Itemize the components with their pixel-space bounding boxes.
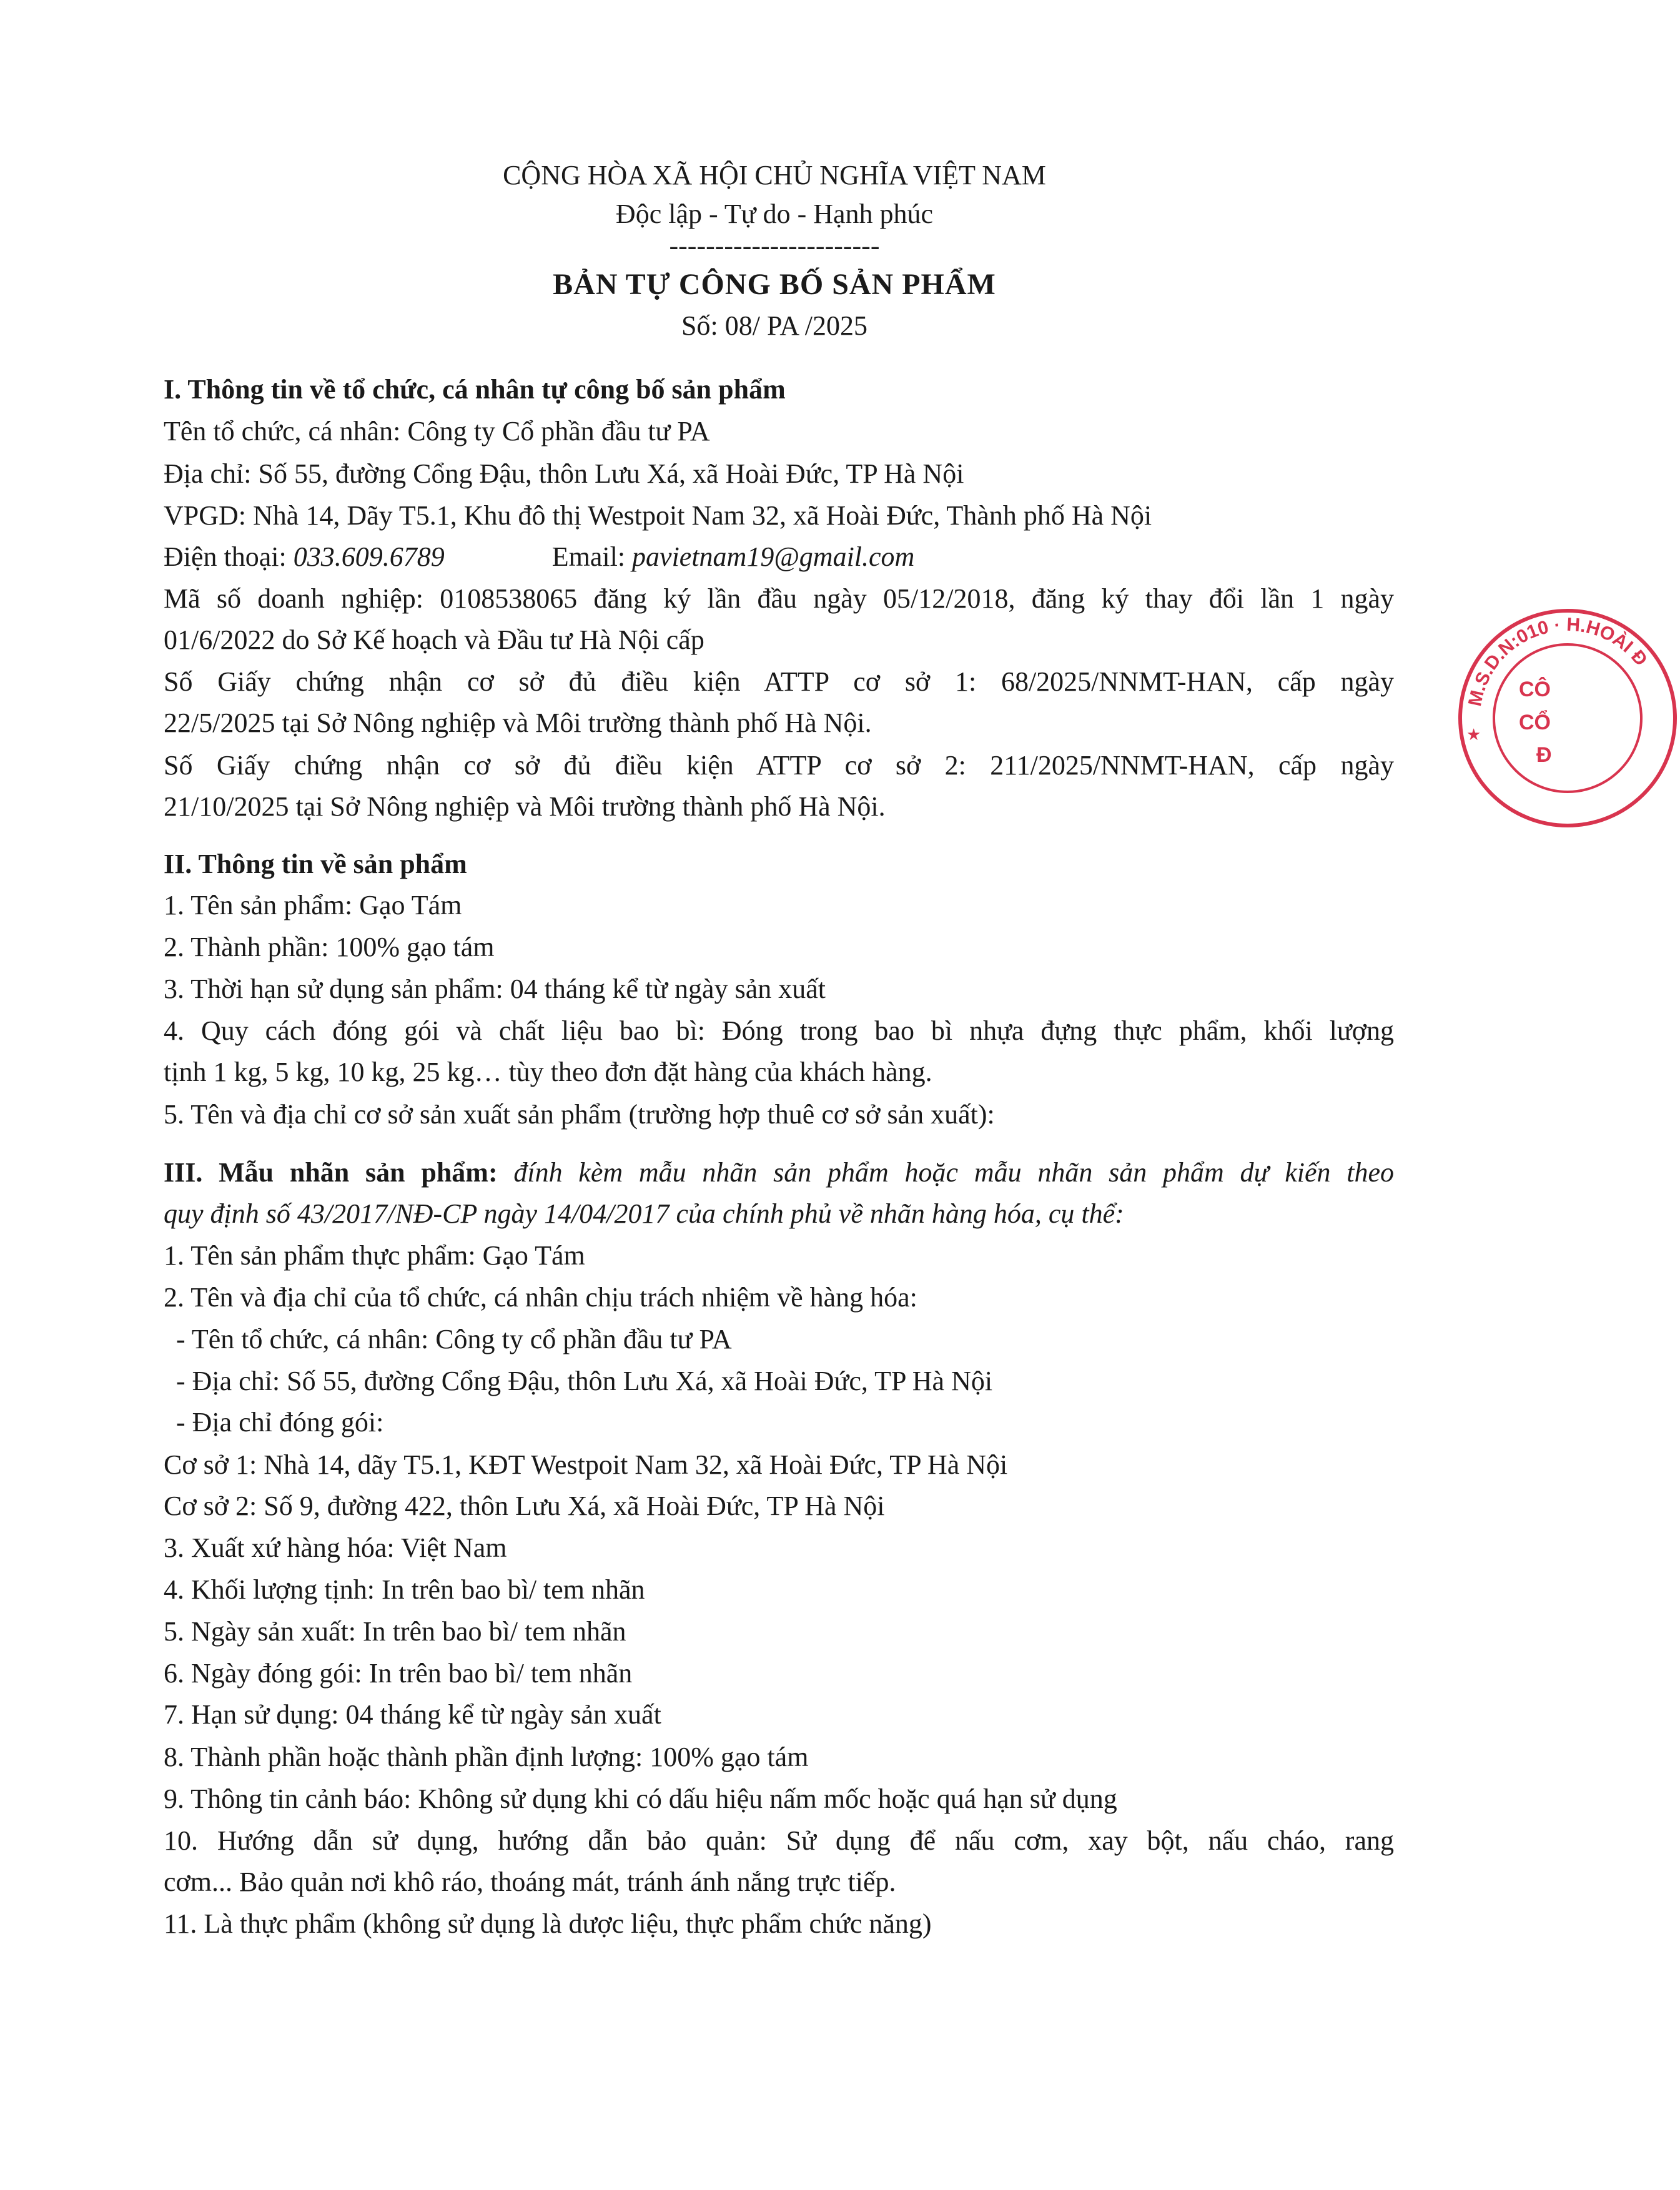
org-address: Địa chỉ: Số 55, đường Cổng Đậu, thôn Lưu Xá, xã Hoài Đức, TP Hà Nội [164, 458, 964, 489]
label-production-date: 5. Ngày sản xuất: In trên bao bì/ tem nhãn [164, 1616, 626, 1647]
label-food-type: 11. Là thực phẩm (không sử dụng là dược liệu, thực phẩm chức năng) [164, 1908, 932, 1939]
packing-site1: Cơ sở 1: Nhà 14, dãy T5.1, KĐT Westpoit Nam 32, xã Hoài Đức, TP Hà Nội [164, 1449, 1008, 1480]
product-shelf-life: 3. Thời hạn sử dụng sản phẩm: 04 tháng kể từ ngày sản xuất [164, 974, 826, 1004]
office-address: VPGD: Nhà 14, Dãy T5.1, Khu đô thị Westpoit Nam 32, xã Hoài Đức, Thành phố Hà Nội [164, 500, 1152, 531]
section1-heading: I. Thông tin về tổ chức, cá nhân tự công bố sản phẩm [164, 374, 786, 405]
section3-note-line2: quy định số 43/2017/NĐ-CP ngày 14/04/2017 của chính phủ về nhãn hàng hóa, cụ thể: [164, 1198, 1124, 1229]
cert2-line1: Số Giấy chứng nhận cơ sở đủ điều kiện ATTP cơ sở 2: 211/2025/NNMT-HAN, cấp ngày [164, 750, 1394, 781]
section3-heading-line1 [164, 1157, 1394, 1188]
packing-site2: Cơ sở 2: Số 9, đường 422, thôn Lưu Xá, xã Hoài Đức, TP Hà Nội [164, 1491, 885, 1521]
manufacturer-info: 5. Tên và địa chỉ cơ sở sản xuất sản phẩm (trường hợp thuê cơ sở sản xuất): [164, 1099, 995, 1130]
header-divider: ----------------------- [669, 230, 880, 261]
tax-code-line2: 01/6/2022 do Sở Kế hoạch và Đầu tư Hà Nội cấp [164, 624, 704, 655]
section2-heading: II. Thông tin về sản phẩm [164, 849, 467, 879]
label-usage-line1: 10. Hướng dẫn sử dụng, hướng dẫn bảo quản: Sử dụng để nấu cơm, xay bột, nấu cháo, rang [164, 1825, 1394, 1856]
packaging-line1: 4. Quy cách đóng gói và chất liệu bao bì: Đóng trong bao bì nhựa đựng thực phẩm, khối lượng [164, 1015, 1394, 1046]
label-usage-line2: cơm... Bảo quản nơi khô ráo, thoáng mát, tránh ánh nắng trực tiếp. [164, 1867, 896, 1897]
seal-inner-line2: CỔ [1519, 711, 1551, 734]
section3-note-line1: đính kèm mẫu nhãn sản phẩm hoặc mẫu nhãn sản phẩm dự kiến theo [513, 1157, 1394, 1188]
section3-heading: III. Mẫu nhãn sản phẩm: [164, 1157, 514, 1188]
packaging-line2: tịnh 1 kg, 5 kg, 10 kg, 25 kg… tùy theo đơn đặt hàng của khách hàng. [164, 1057, 932, 1087]
seal-inner-line1: CÔ [1519, 678, 1551, 701]
label-org-address: - Địa chỉ: Số 55, đường Cổng Đậu, thôn Lưu Xá, xã Hoài Đức, TP Hà Nội [176, 1366, 993, 1396]
email-label: Email: [551, 541, 633, 572]
contact-line [164, 541, 914, 573]
seal-inner-ring [1494, 644, 1641, 792]
label-composition: 8. Thành phần hoặc thành phần định lượng: 100% gạo tám [164, 1742, 809, 1772]
label-packing-address: - Địa chỉ đóng gói: [176, 1407, 384, 1438]
email-address: pavietnam19@gmail.com [632, 541, 915, 572]
tax-code-line1: Mã số doanh nghiệp: 0108538065 đăng ký lần đầu ngày 05/12/2018, đăng ký thay đổi lần 1 ngày [164, 583, 1394, 614]
seal-star-icon: ★ [1466, 726, 1481, 744]
company-seal [1455, 606, 1680, 831]
seal-inner-line3: Đ [1536, 743, 1552, 767]
phone-number: 033.609.6789 [293, 541, 445, 572]
cert1-line1: Số Giấy chứng nhận cơ sở đủ điều kiện ATTP cơ sở 1: 68/2025/NNMT-HAN, cấp ngày [164, 666, 1394, 697]
label-product-name: 1. Tên sản phẩm thực phẩm: Gạo Tám [164, 1240, 585, 1271]
org-name: Tên tổ chức, cá nhân: Công ty Cổ phần đầu tư PA [164, 416, 710, 446]
nation-heading: CỘNG HÒA XÃ HỘI CHỦ NGHĨA VIỆT NAM [503, 160, 1046, 190]
product-ingredients: 2. Thành phần: 100% gạo tám [164, 932, 495, 962]
label-responsible-org: 2. Tên và địa chỉ của tổ chức, cá nhân chịu trách nhiệm về hàng hóa: [164, 1282, 917, 1313]
cert1-line2: 22/5/2025 tại Sở Nông nghiệp và Môi trường thành phố Hà Nội. [164, 708, 872, 738]
motto: Độc lập - Tự do - Hạnh phúc [615, 199, 934, 229]
document-number: Số: 08/ PA /2025 [681, 310, 867, 341]
seal-outer-ring [1460, 611, 1675, 826]
label-warning: 9. Thông tin cảnh báo: Không sử dụng khi có dấu hiệu nấm mốc hoặc quá hạn sử dụng [164, 1783, 1117, 1814]
label-packing-date: 6. Ngày đóng gói: In trên bao bì/ tem nhãn [164, 1658, 633, 1689]
label-origin: 3. Xuất xứ hàng hóa: Việt Nam [164, 1532, 507, 1563]
label-net-weight: 4. Khối lượng tịnh: In trên bao bì/ tem nhãn [164, 1574, 645, 1605]
document-title: BẢN TỰ CÔNG BỐ SẢN PHẨM [553, 268, 996, 301]
product-name: 1. Tên sản phẩm: Gạo Tám [164, 890, 462, 920]
label-expiry: 7. Hạn sử dụng: 04 tháng kể từ ngày sản xuất [164, 1699, 661, 1730]
cert2-line2: 21/10/2025 tại Sở Nông nghiệp và Môi trường thành phố Hà Nội. [164, 791, 886, 822]
seal-ring-text: M.S.D.N:010 · H.HOÀI Đ [1465, 614, 1652, 708]
label-org-name: - Tên tổ chức, cá nhân: Công ty cổ phần đầu tư PA [176, 1324, 732, 1354]
phone-label: Điện thoại: [164, 541, 294, 572]
